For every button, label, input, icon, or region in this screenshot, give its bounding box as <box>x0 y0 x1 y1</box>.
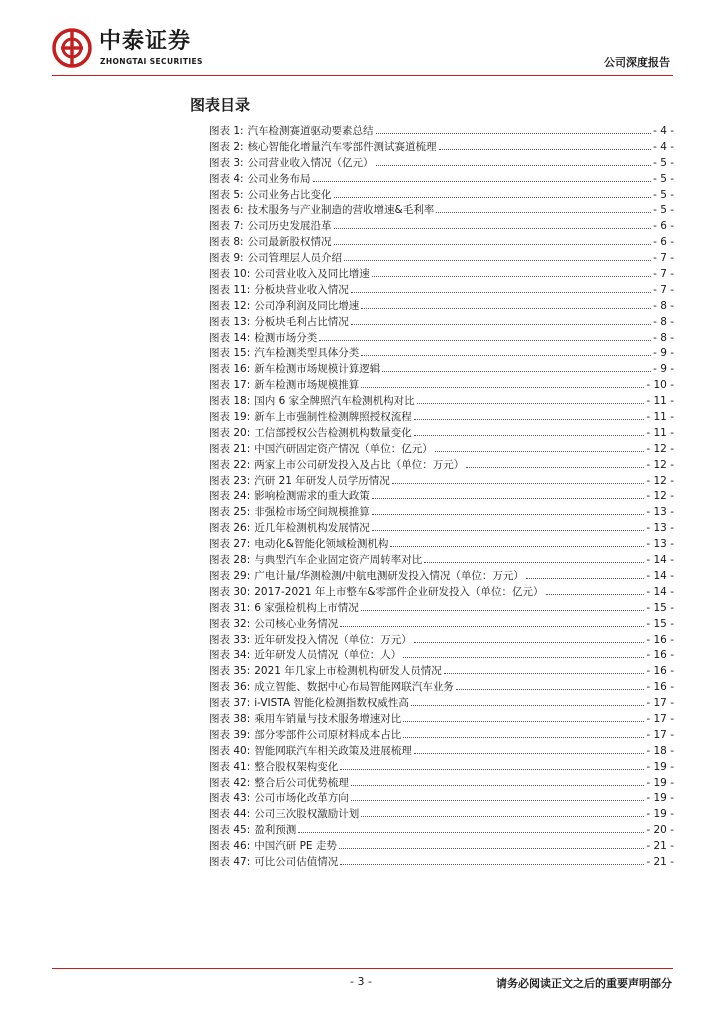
toc-entry-label: 图表 30: <box>209 585 251 598</box>
toc-entry-title: 汽车检测赛道驱动要素总结 <box>247 125 374 137</box>
toc-entry-title: 国内 6 家全牌照汽车检测机构对比 <box>254 395 415 408</box>
toc-entry-page: - 11 - <box>646 411 674 424</box>
toc-entry-label: 图表 46: <box>209 840 251 853</box>
toc-entry-page: - 19 - <box>646 808 674 821</box>
toc-dot-leader <box>334 186 652 198</box>
footer-divider <box>52 968 673 969</box>
toc-entry-title: 公司市场化改革方向 <box>254 792 349 805</box>
toc-entry[interactable] <box>209 138 674 154</box>
toc-entry-page: - 10 - <box>646 379 674 392</box>
toc-entry-title: 近年研发投入情况（单位：万元） <box>254 633 412 646</box>
toc-entry-title: 非强检市场空间规模推算 <box>254 506 370 519</box>
toc-entry[interactable] <box>209 186 674 202</box>
toc-dot-leader <box>382 360 651 372</box>
toc-entry-title: 公司净利润及同比增速 <box>254 299 360 312</box>
toc-entry-page: - 7 - <box>653 268 674 281</box>
toc-entry[interactable] <box>209 265 674 281</box>
toc-dot-leader <box>414 631 645 643</box>
toc-dot-leader <box>403 726 644 738</box>
toc-entry-page: - 11 - <box>646 395 674 408</box>
toc-entry[interactable] <box>209 805 674 821</box>
toc-entry[interactable] <box>209 154 674 170</box>
toc-entry[interactable] <box>209 535 674 551</box>
toc-entry-page: - 17 - <box>646 728 674 741</box>
toc-dot-leader <box>403 710 644 722</box>
toc-entry-page: - 14 - <box>646 585 674 598</box>
toc-entry-label: 图表 43: <box>209 792 251 805</box>
toc-dot-leader <box>361 297 651 309</box>
toc-entry[interactable] <box>209 344 674 360</box>
toc-entry-title: 与典型汽车企业固定资产周转率对比 <box>254 554 423 567</box>
toc-entry-label: 图表 23: <box>209 474 251 487</box>
toc-dot-leader <box>313 170 652 182</box>
toc-entry[interactable] <box>209 631 674 647</box>
toc-dot-leader <box>372 519 645 531</box>
toc-entry-label: 图表 28: <box>209 554 251 567</box>
toc-entry-page: - 5 - <box>653 156 674 169</box>
toc-entry[interactable] <box>209 456 674 472</box>
toc-entry-label: 图表 32: <box>209 617 251 630</box>
toc-entry[interactable] <box>209 424 674 440</box>
toc-entry[interactable] <box>209 789 674 805</box>
toc-dot-leader <box>340 853 644 865</box>
toc-entry[interactable] <box>209 774 674 790</box>
toc-entry-label: 图表 10: <box>209 268 251 281</box>
toc-entry-label: 图表 47: <box>209 855 251 868</box>
toc-entry-page: - 7 - <box>653 252 674 265</box>
toc-entry-title: 部分零部件公司原材料成本占比 <box>254 728 402 741</box>
toc-entry-title: 电动化&智能化领域检测机构 <box>254 538 389 551</box>
toc-entry[interactable] <box>209 281 674 297</box>
toc-dot-leader <box>526 567 645 579</box>
toc-entry-page: - 20 - <box>646 824 674 837</box>
toc-entry-page: - 17 - <box>646 697 674 710</box>
toc-entry-title: 公司业务占比变化 <box>247 188 332 201</box>
toc-entry[interactable] <box>209 853 674 869</box>
toc-entry-page: - 13 - <box>646 522 674 535</box>
toc-entry[interactable] <box>209 646 674 662</box>
toc-entry-page: - 15 - <box>646 601 674 614</box>
toc-entry-label: 图表 42: <box>209 776 251 789</box>
toc-dot-leader <box>298 821 644 833</box>
toc-dot-leader <box>351 774 645 786</box>
toc-entry-title: 检测市场分类 <box>254 331 318 344</box>
toc-entry-title: 新车检测市场规模推算 <box>254 379 360 392</box>
toc-entry[interactable] <box>209 519 674 535</box>
toc-entry-title: 可比公司估值情况 <box>254 855 339 868</box>
toc-entry-page: - 21 - <box>646 855 674 868</box>
toc-entry-label: 图表 12: <box>209 299 251 312</box>
toc-entry-title: 公司管理层人员介绍 <box>247 252 343 265</box>
toc-dot-leader <box>414 408 645 420</box>
toc-entry-label: 图表 8: <box>209 236 244 249</box>
toc-entry-page: - 12 - <box>646 490 674 503</box>
toc-entry-label: 图表 25: <box>209 506 251 519</box>
toc-entry[interactable] <box>209 233 674 249</box>
toc-entry-label: 图表 3: <box>209 156 244 169</box>
toc-entry-label: 图表 39: <box>209 728 251 741</box>
toc-entry-title: 公司三次股权激励计划 <box>254 808 360 821</box>
toc-entry-title: 技术服务与产业制造的营收增速&毛利率 <box>247 204 435 217</box>
toc-dot-leader <box>372 503 645 515</box>
toc-entry-label: 图表 44: <box>209 808 251 821</box>
toc-entry[interactable] <box>209 726 674 742</box>
toc-dot-leader <box>351 789 645 801</box>
toc-entry-page: - 9 - <box>653 347 674 360</box>
toc-entry-title: 公司核心业务情况 <box>254 617 339 630</box>
toc-entry-page: - 16 - <box>646 649 674 662</box>
toc-dot-leader <box>334 217 652 229</box>
toc-entry-title: 公司业务布局 <box>247 172 311 185</box>
toc-entry-label: 图表 24: <box>209 490 251 503</box>
toc-entry-title: 核心智能化增量汽车零部件测试赛道梳理 <box>247 140 437 153</box>
toc-entry[interactable] <box>209 599 674 615</box>
toc-entry-title: 新车检测市场规模计算逻辑 <box>254 363 381 376</box>
toc-dot-leader <box>436 201 651 213</box>
toc-entry-label: 图表 4: <box>209 172 244 185</box>
toc-entry-page: - 12 - <box>646 474 674 487</box>
toc-entry[interactable] <box>209 837 674 853</box>
toc-dot-leader <box>466 456 644 468</box>
toc-entry-label: 图表 35: <box>209 665 251 678</box>
toc-entry-page: - 14 - <box>646 569 674 582</box>
toc-entry-page: - 13 - <box>646 538 674 551</box>
toc-entry[interactable] <box>209 392 674 408</box>
toc-entry-label: 图表 31: <box>209 601 251 614</box>
toc-entry-label: 图表 11: <box>209 283 251 296</box>
toc-entry-page: - 12 - <box>646 458 674 471</box>
toc-entry-label: 图表 7: <box>209 220 244 233</box>
toc-dot-leader <box>339 837 644 849</box>
toc-entry-label: 图表 19: <box>209 411 251 424</box>
toc-entry[interactable] <box>209 758 674 774</box>
toc-entry[interactable] <box>209 249 674 265</box>
toc-entry-page: - 16 - <box>646 665 674 678</box>
toc-entry-label: 图表 29: <box>209 569 251 582</box>
toc-entry[interactable] <box>209 742 674 758</box>
toc-entry[interactable] <box>209 678 674 694</box>
toc-dot-leader <box>340 758 644 770</box>
toc-dot-leader <box>361 376 644 388</box>
toc-entry-page: - 19 - <box>646 760 674 773</box>
toc-entry[interactable] <box>209 551 674 567</box>
toc-dot-leader <box>456 678 645 690</box>
toc-dot-leader <box>414 742 645 754</box>
toc-entry-title: 工信部授权公告检测机构数量变化 <box>254 426 412 439</box>
toc-entry-title: 公司最新股权情况 <box>247 236 332 249</box>
toc-entry-page: - 19 - <box>646 776 674 789</box>
toc-dot-leader <box>546 583 645 595</box>
toc-entry-label: 图表 14: <box>209 331 251 344</box>
toc-entry-label: 图表 9: <box>209 252 244 265</box>
toc-entry-page: - 6 - <box>653 220 674 233</box>
toc-entry-page: - 17 - <box>646 712 674 725</box>
brand-name-en: ZHONGTAI SECURITIES <box>100 57 203 66</box>
toc-entry-label: 图表 36: <box>209 681 251 694</box>
toc-entry-label: 图表 34: <box>209 649 251 662</box>
toc-dot-leader <box>351 281 651 293</box>
toc-entry-label: 图表 16: <box>209 363 251 376</box>
toc-entry-title: 中国汽研 PE 走势 <box>254 840 337 853</box>
toc-entry[interactable] <box>209 583 674 599</box>
toc-dot-leader <box>372 265 651 277</box>
toc-entry-title: 盈利预测 <box>254 824 297 837</box>
toc-entry-page: - 5 - <box>653 172 674 185</box>
toc-entry-title: 分板块毛利占比情况 <box>254 315 349 328</box>
toc-entry-page: - 12 - <box>646 442 674 455</box>
toc-entry[interactable] <box>209 567 674 583</box>
toc-entry[interactable] <box>209 217 674 233</box>
toc-entry-label: 图表 13: <box>209 315 251 328</box>
zhongtai-logo-icon <box>52 28 92 68</box>
toc-entry-title: 中国汽研固定资产情况（单位：亿元） <box>254 442 433 455</box>
toc-dot-leader <box>351 313 651 325</box>
toc-entry-title: 公司营业收入及同比增速 <box>254 268 370 281</box>
toc-entry-title: 6 家强检机构上市情况 <box>254 601 359 614</box>
toc-entry-title: 智能网联汽车相关政策及进展梳理 <box>254 744 412 757</box>
toc-entry-page: - 8 - <box>653 299 674 312</box>
toc-entry-page: - 15 - <box>646 617 674 630</box>
toc-entry-page: - 16 - <box>646 681 674 694</box>
toc-entry-label: 图表 26: <box>209 522 251 535</box>
toc-dot-leader <box>392 472 645 484</box>
toc-entry-page: - 21 - <box>646 840 674 853</box>
toc-dot-leader <box>444 662 645 674</box>
toc-entry-label: 图表 6: <box>209 204 244 217</box>
toc-entry[interactable] <box>209 313 674 329</box>
toc-dot-leader <box>361 344 651 356</box>
toc-dot-leader <box>372 487 645 499</box>
toc-entry-title: 整合股权架构变化 <box>254 760 339 773</box>
page-header <box>0 0 724 80</box>
toc-entry-title: 公司营业收入情况（亿元） <box>247 156 374 169</box>
toc-entry-title: 乘用车销量与技术服务增速对比 <box>254 712 402 725</box>
toc-entry-page: - 5 - <box>653 188 674 201</box>
toc-entry[interactable] <box>209 710 674 726</box>
toc-dot-leader <box>376 154 652 166</box>
toc-dot-leader <box>435 440 645 452</box>
toc-entry-label: 图表 17: <box>209 379 251 392</box>
toc-dot-leader <box>417 392 645 404</box>
toc-entry[interactable] <box>209 487 674 503</box>
toc-dot-leader <box>344 249 651 261</box>
toc-entry[interactable] <box>209 376 674 392</box>
toc-entry-label: 图表 22: <box>209 458 251 471</box>
toc-entry-title: 新车上市强制性检测牌照授权流程 <box>254 411 412 424</box>
toc-entry-label: 图表 40: <box>209 744 251 757</box>
toc-list <box>209 122 674 869</box>
toc-entry-label: 图表 5: <box>209 188 244 201</box>
toc-entry-label: 图表 18: <box>209 395 251 408</box>
toc-dot-leader <box>424 551 644 563</box>
toc-entry-title: 分板块营业收入情况 <box>254 283 349 296</box>
toc-entry-label: 图表 20: <box>209 426 251 439</box>
toc-entry[interactable] <box>209 297 674 313</box>
toc-entry-label: 图表 15: <box>209 347 251 360</box>
toc-entry-label: 图表 33: <box>209 633 251 646</box>
toc-dot-leader <box>403 646 644 658</box>
toc-entry-page: - 4 - <box>653 125 674 137</box>
toc-entry-page: - 9 - <box>653 363 674 376</box>
toc-dot-leader <box>334 233 652 245</box>
toc-dot-leader <box>319 329 651 341</box>
toc-entry-title: 2017-2021 年上市整车&零部件企业研发投入（单位：亿元） <box>254 585 544 598</box>
toc-entry[interactable] <box>209 615 674 631</box>
toc-entry[interactable] <box>209 360 674 376</box>
toc-dot-leader <box>361 805 644 817</box>
toc-dot-leader <box>390 535 644 547</box>
toc-entry-label: 图表 27: <box>209 538 251 551</box>
toc-entry[interactable] <box>209 201 674 217</box>
toc-entry-title: 汽研 21 年研发人员学历情况 <box>254 474 390 487</box>
toc-entry-label: 图表 21: <box>209 442 251 455</box>
toc-entry-title: 影响检测需求的重大政策 <box>254 490 370 503</box>
toc-entry-page: - 8 - <box>653 315 674 328</box>
toc-entry[interactable] <box>209 408 674 424</box>
toc-dot-leader <box>376 122 652 134</box>
disclaimer-text: 请务必阅读正文之后的重要声明部分 <box>496 977 672 990</box>
toc-dot-leader <box>411 694 644 706</box>
toc-entry-page: - 8 - <box>653 331 674 344</box>
brand-name-cn: 中泰证券 <box>99 29 192 54</box>
toc-dot-leader <box>361 599 645 611</box>
toc-entry[interactable] <box>209 472 674 488</box>
toc-heading: 图表目录 <box>190 96 251 114</box>
toc-dot-leader <box>414 424 645 436</box>
toc-entry-page: - 19 - <box>646 792 674 805</box>
toc-entry-label: 图表 1: <box>209 125 244 137</box>
report-type-label: 公司深度报告 <box>604 56 670 69</box>
toc-entry-title: 广电计量/华测检测/中航电测研发投入情况（单位：万元） <box>254 569 524 582</box>
page-number: - 3 - <box>350 975 372 988</box>
toc-entry-title: 2021 年几家上市检测机构研发人员情况 <box>254 665 442 678</box>
toc-entry-title: 两家上市公司研发投入及占比（单位：万元） <box>254 458 465 471</box>
header-divider <box>52 75 673 76</box>
toc-entry[interactable] <box>209 122 674 138</box>
toc-entry-title: i-VISTA 智能化检测指数权威性高 <box>254 697 409 710</box>
toc-entry-page: - 5 - <box>653 204 674 217</box>
toc-entry-title: 汽车检测类型具体分类 <box>254 347 360 360</box>
toc-entry-page: - 7 - <box>653 283 674 296</box>
toc-entry[interactable] <box>209 821 674 837</box>
toc-entry[interactable] <box>209 170 674 186</box>
toc-entry-page: - 16 - <box>646 633 674 646</box>
toc-entry-page: - 6 - <box>653 236 674 249</box>
toc-entry-label: 图表 37: <box>209 697 251 710</box>
toc-entry-label: 图表 2: <box>209 140 244 153</box>
toc-entry-page: - 4 - <box>653 140 674 153</box>
toc-entry-title: 近几年检测机构发展情况 <box>254 522 370 535</box>
toc-entry-title: 公司历史发展沿革 <box>247 220 332 233</box>
toc-entry[interactable] <box>209 329 674 345</box>
toc-entry[interactable] <box>209 694 674 710</box>
toc-dot-leader <box>340 615 644 627</box>
toc-entry-title: 整合后公司优势梳理 <box>254 776 349 789</box>
toc-entry[interactable] <box>209 503 674 519</box>
toc-entry[interactable] <box>209 440 674 456</box>
toc-entry-label: 图表 41: <box>209 760 251 773</box>
toc-entry-title: 近年研发人员情况（单位：人） <box>254 649 402 662</box>
toc-entry-title: 成立智能、数据中心布局智能网联汽车业务 <box>254 681 454 694</box>
toc-entry-page: - 18 - <box>646 744 674 757</box>
toc-entry-page: - 13 - <box>646 506 674 519</box>
toc-entry-page: - 11 - <box>646 426 674 439</box>
toc-entry-page: - 14 - <box>646 554 674 567</box>
toc-entry-label: 图表 38: <box>209 712 251 725</box>
toc-dot-leader <box>439 138 652 150</box>
toc-entry[interactable] <box>209 662 674 678</box>
toc-entry-label: 图表 45: <box>209 824 251 837</box>
